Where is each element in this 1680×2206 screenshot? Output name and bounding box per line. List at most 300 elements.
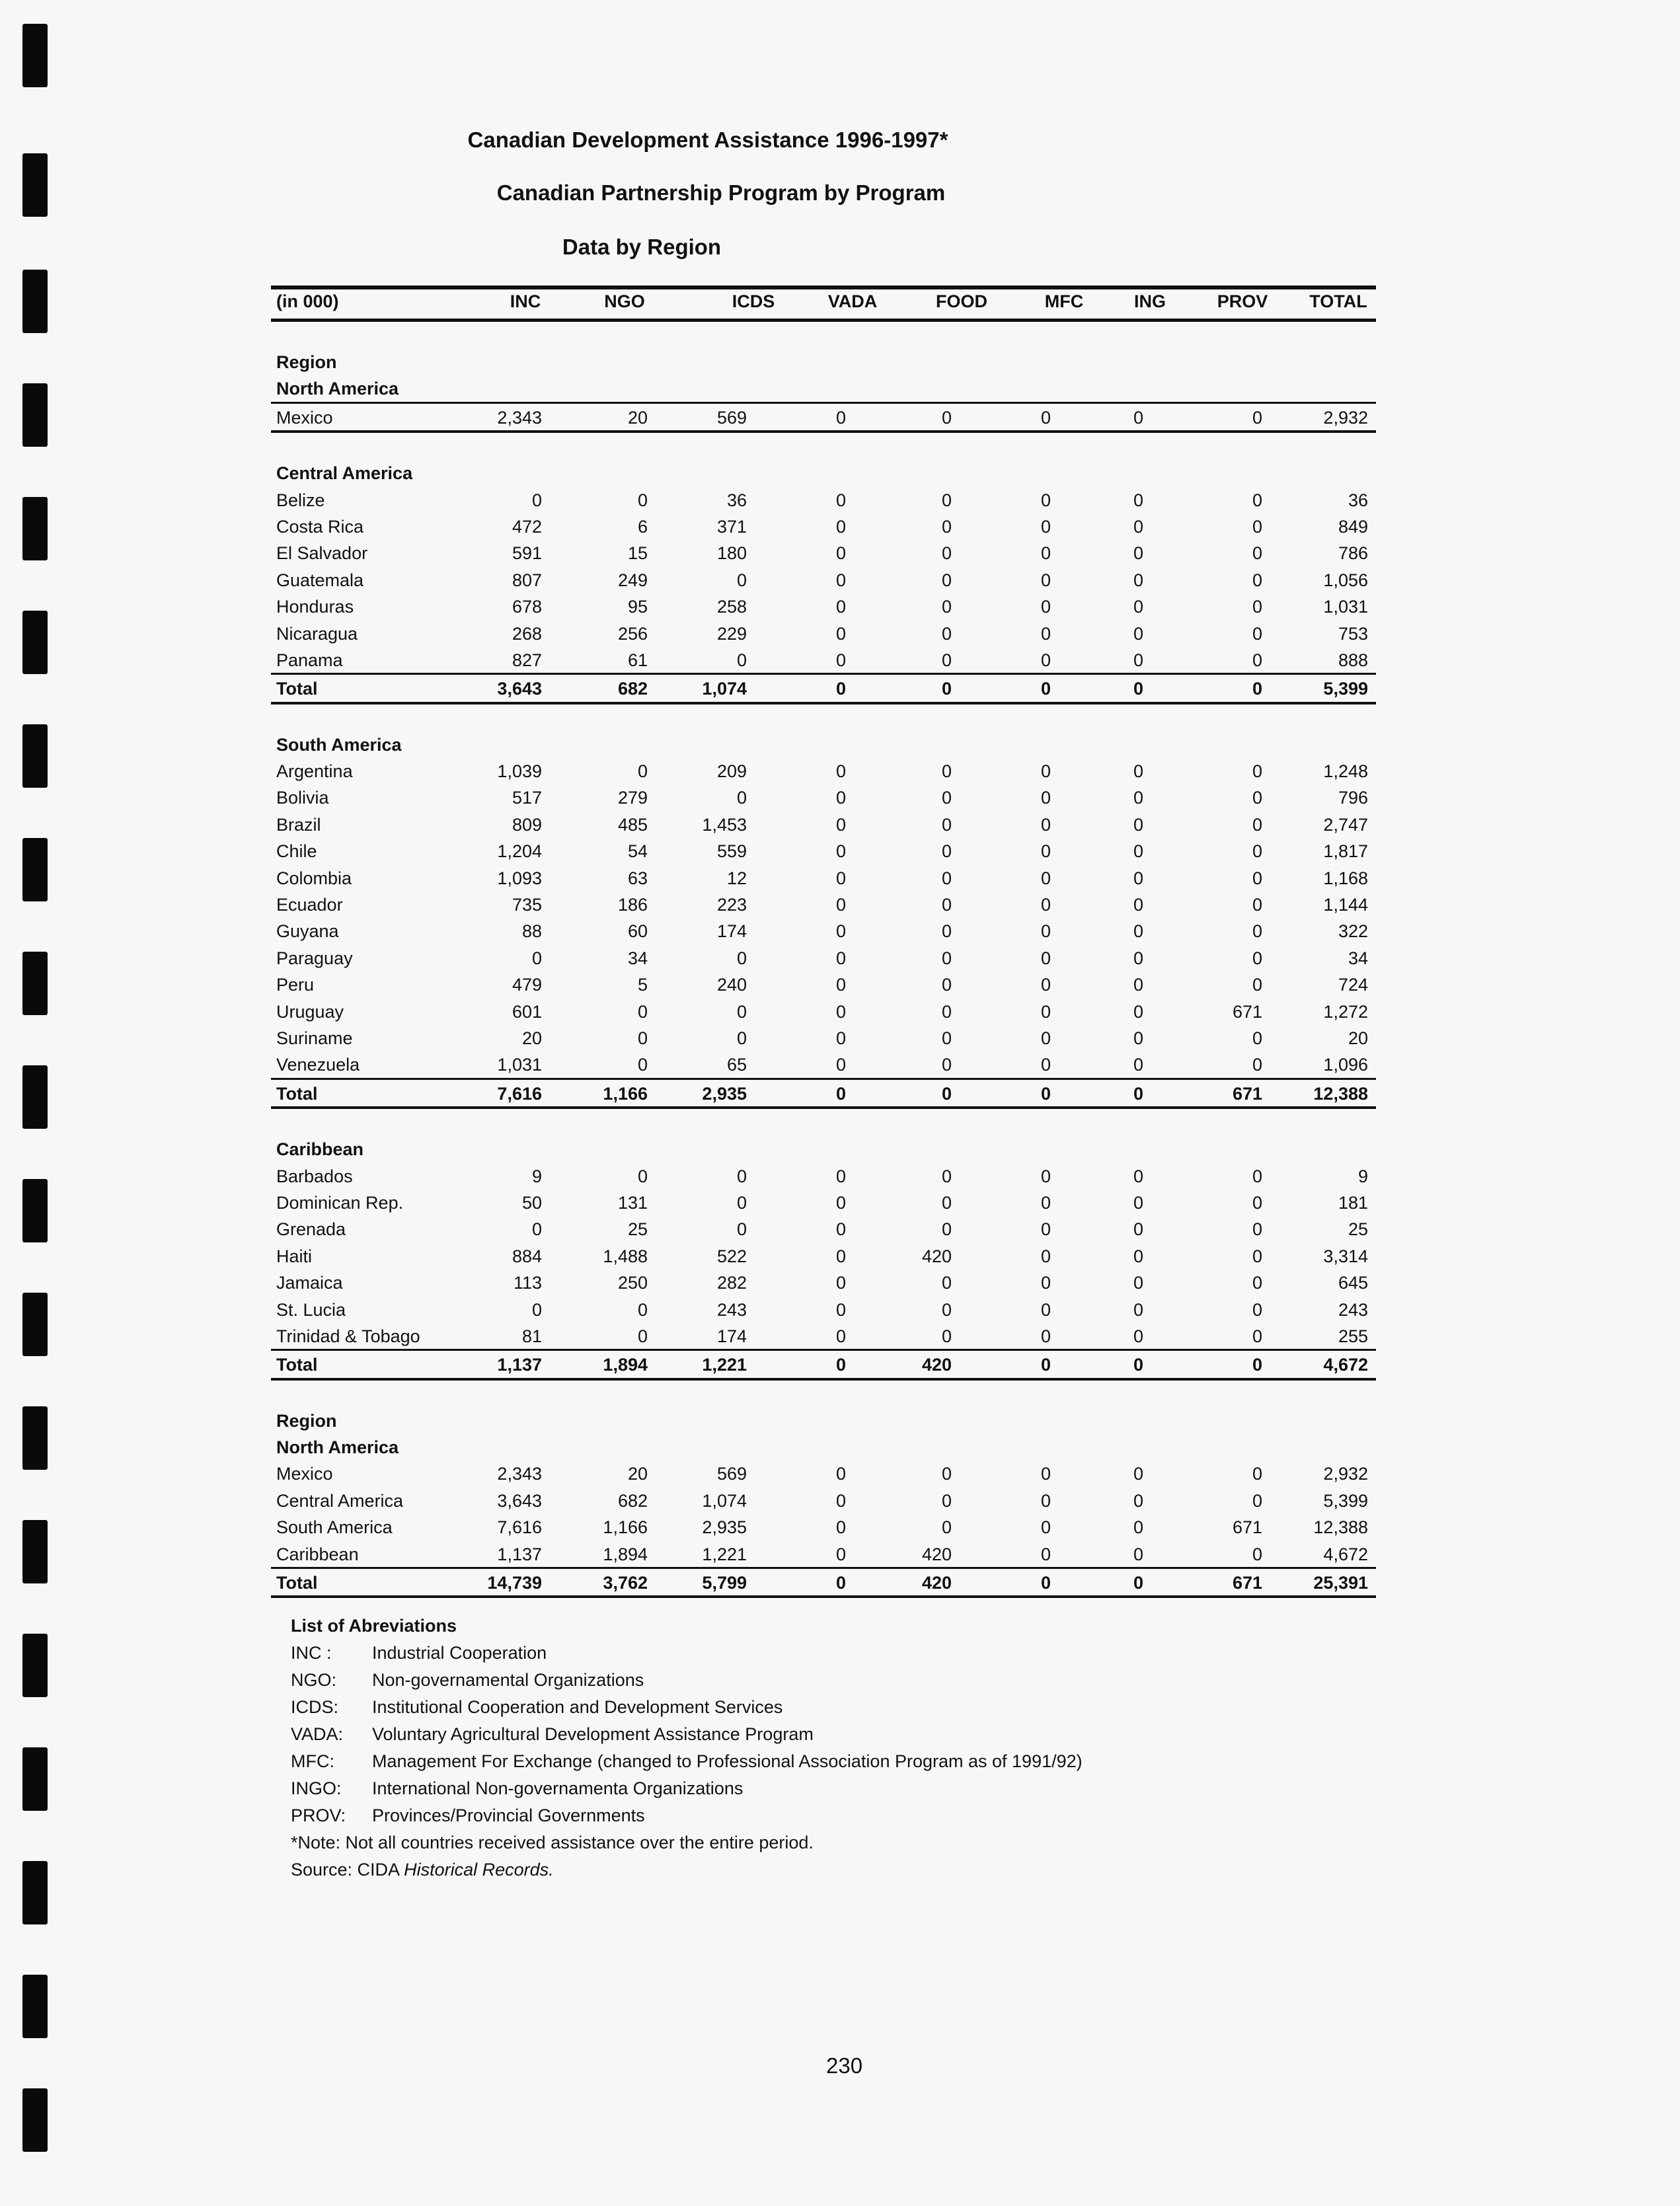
cell-food: 0 [941, 1001, 952, 1022]
cell-ngo: 54 [627, 841, 648, 862]
cell-ing: 0 [1133, 490, 1143, 510]
table-row [271, 1242, 1376, 1269]
cell-total: 25,391 [1313, 1573, 1368, 1593]
cell-vada: 0 [835, 921, 846, 942]
cell-food: 0 [941, 1028, 952, 1048]
abbreviation-value: Management For Exchange (changed to Professional Association Program as of 1991/92) [372, 1751, 1083, 1771]
section-label-row [271, 1433, 1376, 1460]
table-row [271, 891, 1376, 917]
cell-total: 796 [1338, 788, 1368, 808]
cell-food: 0 [941, 1273, 952, 1293]
cell-ing: 0 [1133, 623, 1143, 644]
cell-prov: 0 [1252, 921, 1262, 942]
abbreviation-value: Industrial Cooperation [372, 1643, 547, 1663]
cell-ing: 0 [1133, 868, 1143, 888]
cell-prov: 0 [1252, 407, 1262, 428]
cell-food: 0 [941, 1464, 952, 1484]
row-label: Uruguay [276, 1001, 344, 1022]
cell-ing: 0 [1133, 1166, 1143, 1186]
cell-food: 0 [941, 975, 952, 995]
section-label-row [271, 1135, 1376, 1162]
cell-food: 420 [921, 1355, 952, 1375]
cell-mfc: 0 [1040, 597, 1051, 617]
cell-food: 0 [941, 490, 952, 510]
cell-inc: 7,616 [497, 1517, 542, 1538]
cell-inc: 1,039 [497, 761, 542, 782]
cell-mfc: 0 [1040, 623, 1051, 644]
cell-ing: 0 [1133, 1083, 1143, 1104]
row-label: Central America [276, 1490, 404, 1511]
cell-ing: 0 [1133, 1273, 1143, 1293]
document-subtitle-2: Data by Region [562, 235, 722, 259]
cell-ing: 0 [1133, 1544, 1143, 1564]
cell-total: 4,672 [1323, 1355, 1368, 1375]
cell-mfc: 0 [1040, 516, 1051, 537]
cell-vada: 0 [835, 841, 846, 862]
abbreviation-value: Non-governamental Organizations [372, 1670, 644, 1690]
section-label: North America [276, 1437, 399, 1458]
cell-total: 243 [1338, 1299, 1368, 1320]
cell-ngo: 60 [627, 921, 648, 942]
row-label: Venezuela [276, 1055, 360, 1075]
row-label: Trinidad & Tobago [276, 1326, 420, 1346]
cell-total: 5,399 [1323, 679, 1368, 699]
cell-total: 1,272 [1323, 1001, 1368, 1022]
cell-vada: 0 [835, 1055, 846, 1075]
cell-inc: 601 [512, 1001, 542, 1022]
footnote: *Note: Not all countries received assistance over the entire period. [291, 1833, 814, 1852]
cell-mfc: 0 [1040, 788, 1051, 808]
cell-vada: 0 [835, 1192, 846, 1213]
abbreviation-key: INC : [291, 1643, 332, 1663]
cell-mfc: 0 [1040, 1166, 1051, 1186]
row-label: Argentina [276, 761, 353, 782]
table-row [271, 593, 1376, 619]
cell-total: 1,056 [1323, 570, 1368, 590]
cell-prov: 0 [1252, 543, 1262, 564]
cell-mfc: 0 [1040, 895, 1051, 915]
row-label: Suriname [276, 1028, 353, 1048]
cell-mfc: 0 [1040, 1028, 1051, 1048]
cell-ngo: 279 [617, 788, 648, 808]
cell-icds: 2,935 [702, 1517, 747, 1538]
cell-inc: 0 [531, 1299, 542, 1320]
cell-vada: 0 [835, 1219, 846, 1240]
cell-inc: 0 [531, 490, 542, 510]
cell-prov: 0 [1252, 623, 1262, 644]
cell-vada: 0 [835, 650, 846, 670]
cell-ngo: 1,166 [603, 1083, 648, 1104]
cell-vada: 0 [835, 895, 846, 915]
cell-icds: 0 [736, 1166, 747, 1186]
cell-vada: 0 [835, 814, 846, 835]
cell-inc: 81 [521, 1326, 542, 1346]
cell-vada: 0 [835, 1490, 846, 1511]
cell-ngo: 131 [617, 1192, 648, 1213]
cell-icds: 1,074 [702, 679, 747, 699]
cell-prov: 671 [1232, 1573, 1262, 1593]
column-header: INC [510, 291, 541, 311]
row-label: Bolivia [276, 788, 329, 808]
cell-inc: 268 [512, 623, 542, 644]
cell-inc: 827 [512, 650, 542, 670]
cell-prov: 0 [1252, 975, 1262, 995]
cell-icds: 1,453 [702, 814, 747, 835]
abbreviation-key: ICDS: [291, 1697, 339, 1717]
table-row [271, 1051, 1376, 1077]
row-label: South America [276, 1517, 393, 1538]
row-label: Grenada [276, 1219, 346, 1240]
table-row [271, 566, 1376, 593]
abbreviation-value: Voluntary Agricultural Development Assistance Program [372, 1724, 814, 1744]
section-label-row [271, 348, 1376, 375]
row-label: Dominican Rep. [276, 1192, 404, 1213]
cell-food: 0 [941, 1083, 952, 1104]
cell-ing: 0 [1133, 543, 1143, 564]
cell-prov: 0 [1252, 516, 1262, 537]
cell-vada: 0 [835, 788, 846, 808]
table-row [271, 1189, 1376, 1215]
cell-total: 36 [1348, 490, 1368, 510]
section-label: North America [276, 379, 399, 399]
cell-mfc: 0 [1040, 490, 1051, 510]
cell-mfc: 0 [1040, 1326, 1051, 1346]
table-row [271, 646, 1376, 673]
cell-vada: 0 [835, 570, 846, 590]
cell-icds: 65 [726, 1055, 747, 1075]
cell-ngo: 0 [637, 761, 648, 782]
table-row [271, 998, 1376, 1024]
cell-ngo: 63 [627, 868, 648, 888]
cell-food: 0 [941, 1192, 952, 1213]
cell-icds: 258 [716, 597, 747, 617]
cell-ngo: 95 [627, 597, 648, 617]
column-header: ING [1133, 291, 1166, 311]
cell-prov: 0 [1252, 1219, 1262, 1240]
cell-mfc: 0 [1040, 1273, 1051, 1293]
cell-inc: 88 [521, 921, 542, 942]
cell-ngo: 0 [637, 1001, 648, 1022]
section-label-row [271, 459, 1376, 486]
row-label: Peru [276, 975, 315, 995]
cell-vada: 0 [835, 975, 846, 995]
cell-ing: 0 [1133, 814, 1143, 835]
cell-food: 0 [941, 814, 952, 835]
cell-vada: 0 [835, 1083, 846, 1104]
cell-vada: 0 [835, 1273, 846, 1293]
document-title: Canadian Development Assistance 1996-1997* [467, 128, 948, 152]
table-row [271, 784, 1376, 810]
row-label: Jamaica [276, 1273, 343, 1293]
cell-ngo: 5 [637, 975, 648, 995]
cell-total: 753 [1338, 623, 1368, 644]
source-title: Historical Records. [404, 1860, 554, 1880]
cell-prov: 0 [1252, 1464, 1262, 1484]
cell-prov: 0 [1252, 679, 1262, 699]
cell-mfc: 0 [1040, 921, 1051, 942]
table-row [271, 402, 1376, 433]
table-row [271, 1322, 1376, 1349]
cell-food: 0 [941, 921, 952, 942]
table-row [271, 620, 1376, 646]
table-row [271, 1162, 1376, 1189]
cell-mfc: 0 [1040, 1544, 1051, 1564]
cell-inc: 1,137 [497, 1544, 542, 1564]
abbreviations-title: List of Abreviations [291, 1616, 457, 1636]
cell-food: 0 [941, 1219, 952, 1240]
cell-ing: 0 [1133, 570, 1143, 590]
cell-inc: 884 [512, 1246, 542, 1266]
section-label: Caribbean [276, 1139, 364, 1160]
cell-icds: 0 [736, 1028, 747, 1048]
cell-food: 420 [921, 1246, 952, 1266]
cell-inc: 3,643 [497, 1490, 542, 1511]
cell-inc: 479 [512, 975, 542, 995]
abbreviation-key: MFC: [291, 1751, 334, 1771]
cell-prov: 0 [1252, 1055, 1262, 1075]
cell-food: 0 [941, 1490, 952, 1511]
cell-icds: 209 [716, 761, 747, 782]
cell-food: 420 [921, 1573, 952, 1593]
cell-ngo: 20 [627, 407, 648, 428]
cell-prov: 0 [1252, 1166, 1262, 1186]
cell-inc: 7,616 [497, 1083, 542, 1104]
cell-mfc: 0 [1040, 1219, 1051, 1240]
cell-ing: 0 [1133, 1517, 1143, 1538]
cell-inc: 3,643 [497, 679, 542, 699]
cell-mfc: 0 [1040, 1299, 1051, 1320]
cell-icds: 1,074 [702, 1490, 747, 1511]
row-label: Total [276, 1573, 318, 1593]
row-label: El Salvador [276, 543, 368, 564]
row-label: Caribbean [276, 1544, 359, 1564]
cell-food: 0 [941, 516, 952, 537]
column-header: PROV [1217, 291, 1268, 311]
cell-inc: 0 [531, 948, 542, 968]
cell-total: 2,747 [1323, 814, 1368, 835]
section-label: South America [276, 734, 402, 755]
cell-icds: 223 [716, 895, 747, 915]
section-label: Region [276, 352, 337, 372]
cell-total: 4,672 [1323, 1544, 1368, 1564]
cell-icds: 522 [716, 1246, 747, 1266]
row-label: St. Lucia [276, 1299, 346, 1320]
table-row [271, 1296, 1376, 1322]
cell-ing: 0 [1133, 1299, 1143, 1320]
cell-inc: 735 [512, 895, 542, 915]
table-row [271, 539, 1376, 566]
cell-mfc: 0 [1040, 948, 1051, 968]
cell-ngo: 0 [637, 1326, 648, 1346]
row-label: Guyana [276, 921, 339, 942]
cell-icds: 180 [716, 543, 747, 564]
cell-vada: 0 [835, 1573, 846, 1593]
section-label-row [271, 731, 1376, 757]
cell-prov: 0 [1252, 868, 1262, 888]
cell-prov: 0 [1252, 1355, 1262, 1375]
cell-prov: 671 [1232, 1517, 1262, 1538]
table-header [271, 285, 1376, 322]
table-row [271, 513, 1376, 539]
cell-ngo: 1,894 [603, 1544, 648, 1564]
source-line [291, 1856, 1083, 1883]
source-prefix: Source: CIDA [291, 1860, 404, 1880]
row-label: Costa Rica [276, 516, 364, 537]
cell-food: 0 [941, 679, 952, 699]
cell-total: 1,168 [1323, 868, 1368, 888]
cell-ngo: 25 [627, 1219, 648, 1240]
cell-total: 1,096 [1323, 1055, 1368, 1075]
table-row [271, 944, 1376, 971]
cell-total: 3,314 [1323, 1246, 1368, 1266]
cell-ngo: 1,894 [603, 1355, 648, 1375]
cell-ngo: 15 [627, 543, 648, 564]
total-row [271, 1349, 1376, 1380]
cell-ing: 0 [1133, 1355, 1143, 1375]
cell-ing: 0 [1133, 788, 1143, 808]
cell-prov: 671 [1232, 1083, 1262, 1104]
cell-ing: 0 [1133, 597, 1143, 617]
column-header: MFC [1044, 291, 1084, 311]
cell-food: 0 [941, 1299, 952, 1320]
cell-total: 5,399 [1323, 1490, 1368, 1511]
cell-inc: 1,204 [497, 841, 542, 862]
table-row [271, 1513, 1376, 1540]
cell-total: 724 [1338, 975, 1368, 995]
assistance-table [271, 285, 1376, 1598]
cell-ngo: 250 [617, 1273, 648, 1293]
cell-icds: 174 [716, 921, 747, 942]
cell-total: 1,031 [1323, 597, 1368, 617]
cell-prov: 0 [1252, 490, 1262, 510]
cell-ngo: 1,488 [603, 1246, 648, 1266]
cell-mfc: 0 [1040, 543, 1051, 564]
cell-inc: 20 [521, 1028, 542, 1048]
cell-total: 12,388 [1313, 1517, 1368, 1538]
cell-icds: 569 [716, 407, 747, 428]
binder-holes [22, 0, 49, 2206]
cell-prov: 671 [1232, 1001, 1262, 1022]
cell-food: 0 [941, 948, 952, 968]
cell-vada: 0 [835, 761, 846, 782]
abbreviation-item [291, 1667, 1083, 1694]
cell-ngo: 0 [637, 1299, 648, 1320]
column-header: NGO [604, 291, 645, 311]
cell-icds: 240 [716, 975, 747, 995]
cell-icds: 0 [736, 570, 747, 590]
cell-icds: 1,221 [702, 1355, 747, 1375]
cell-prov: 0 [1252, 814, 1262, 835]
cell-vada: 0 [835, 1246, 846, 1266]
cell-inc: 1,093 [497, 868, 542, 888]
abbreviation-value: Provinces/Provincial Governments [372, 1806, 645, 1825]
abbreviation-key: PROV: [291, 1806, 346, 1825]
cell-icds: 282 [716, 1273, 747, 1293]
cell-mfc: 0 [1040, 1192, 1051, 1213]
cell-prov: 0 [1252, 1544, 1262, 1564]
abbreviation-item [291, 1775, 1083, 1802]
cell-inc: 14,739 [487, 1573, 542, 1593]
cell-food: 0 [941, 570, 952, 590]
cell-prov: 0 [1252, 788, 1262, 808]
cell-vada: 0 [835, 1166, 846, 1186]
row-label: Total [276, 679, 318, 699]
cell-food: 0 [941, 841, 952, 862]
cell-food: 0 [941, 895, 952, 915]
cell-total: 255 [1338, 1326, 1368, 1346]
cell-ngo: 682 [617, 1490, 648, 1511]
cell-total: 1,817 [1323, 841, 1368, 862]
cell-icds: 2,935 [702, 1083, 747, 1104]
cell-ing: 0 [1133, 948, 1143, 968]
cell-food: 420 [921, 1544, 952, 1564]
cell-prov: 0 [1252, 761, 1262, 782]
cell-ngo: 20 [627, 1464, 648, 1484]
cell-ing: 0 [1133, 1028, 1143, 1048]
cell-prov: 0 [1252, 1273, 1262, 1293]
table-row [271, 864, 1376, 891]
cell-total: 786 [1338, 543, 1368, 564]
cell-total: 888 [1338, 650, 1368, 670]
cell-total: 9 [1357, 1166, 1368, 1186]
cell-ngo: 0 [637, 1166, 648, 1186]
section-label: Region [276, 1410, 337, 1431]
cell-total: 1,144 [1323, 895, 1368, 915]
cell-mfc: 0 [1040, 1573, 1051, 1593]
cell-food: 0 [941, 543, 952, 564]
row-label: Chile [276, 841, 317, 862]
cell-ing: 0 [1133, 975, 1143, 995]
cell-ngo: 0 [637, 1055, 648, 1075]
cell-icds: 1,221 [702, 1544, 747, 1564]
table-row [271, 1460, 1376, 1486]
cell-ing: 0 [1133, 1490, 1143, 1511]
cell-ngo: 61 [627, 650, 648, 670]
cell-icds: 0 [736, 650, 747, 670]
row-label: Brazil [276, 814, 321, 835]
cell-vada: 0 [835, 679, 846, 699]
row-label: Nicaragua [276, 623, 358, 644]
cell-total: 2,932 [1323, 1464, 1368, 1484]
row-label: Belize [276, 490, 325, 510]
cell-mfc: 0 [1040, 1517, 1051, 1538]
cell-food: 0 [941, 761, 952, 782]
cell-vada: 0 [835, 543, 846, 564]
row-label: Panama [276, 650, 343, 670]
cell-icds: 243 [716, 1299, 747, 1320]
row-label: Paraguay [276, 948, 353, 968]
cell-ngo: 0 [637, 490, 648, 510]
abbreviation-item [291, 1640, 1083, 1667]
row-label: Total [276, 1355, 318, 1375]
cell-vada: 0 [835, 407, 846, 428]
cell-food: 0 [941, 407, 952, 428]
table-row [271, 757, 1376, 784]
cell-vada: 0 [835, 1544, 846, 1564]
cell-ing: 0 [1133, 1192, 1143, 1213]
cell-prov: 0 [1252, 1028, 1262, 1048]
cell-icds: 229 [716, 623, 747, 644]
cell-total: 322 [1338, 921, 1368, 942]
cell-icds: 569 [716, 1464, 747, 1484]
cell-ngo: 256 [617, 623, 648, 644]
cell-mfc: 0 [1040, 1083, 1051, 1104]
cell-total: 181 [1338, 1192, 1368, 1213]
cell-vada: 0 [835, 1028, 846, 1048]
column-header: TOTAL [1309, 291, 1367, 311]
section-label-row [271, 1407, 1376, 1433]
table-row [271, 837, 1376, 864]
